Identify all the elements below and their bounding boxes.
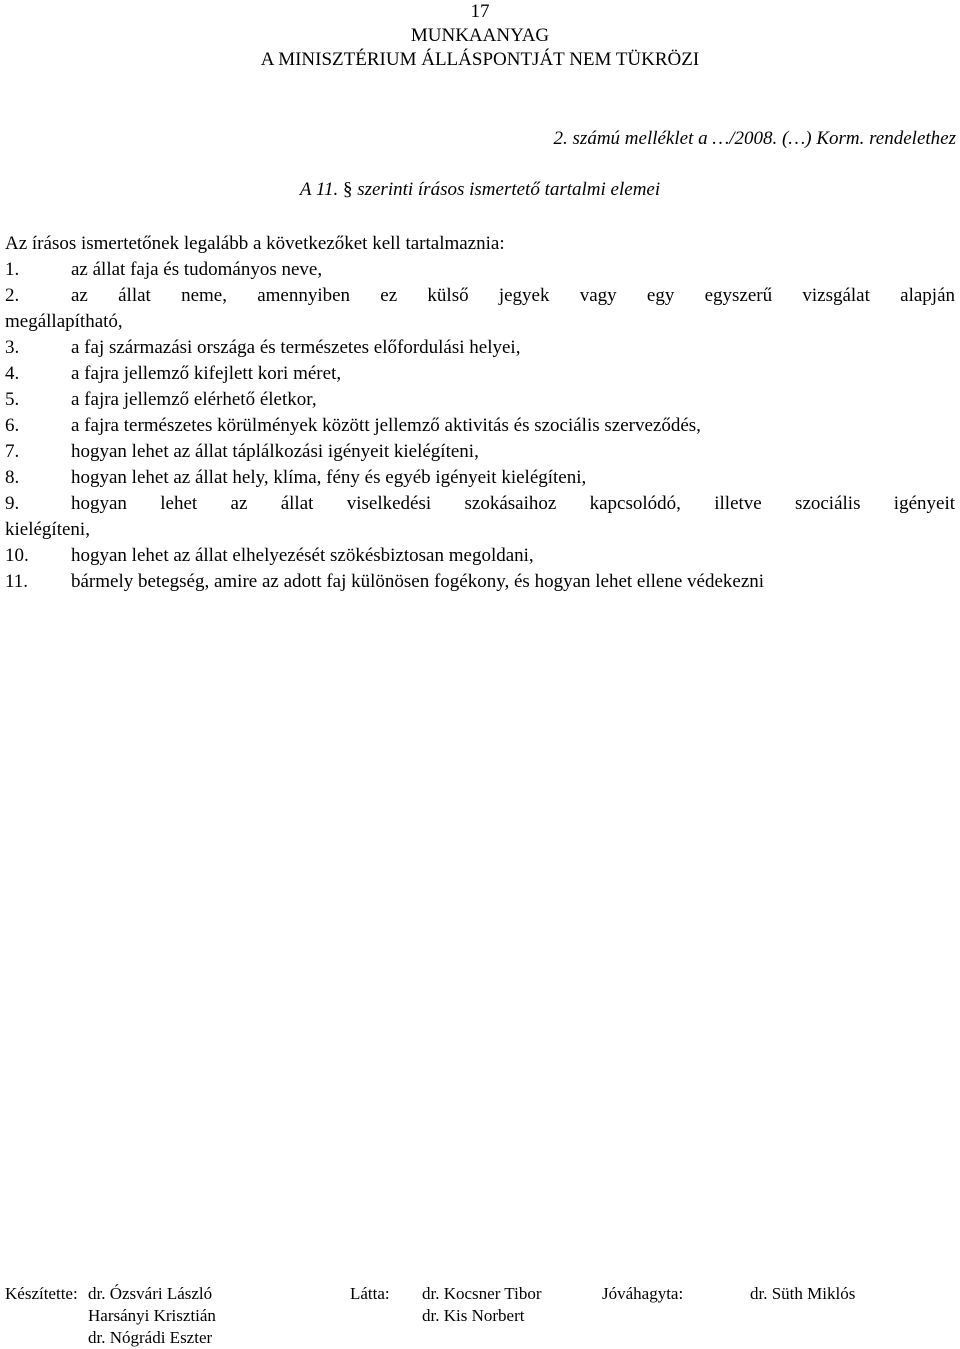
list-item	[5, 491, 955, 517]
list-item	[5, 257, 955, 283]
item-text: az állat faja és tudományos neve,	[71, 259, 323, 280]
footer-row	[5, 1327, 955, 1349]
item-number: 10.	[5, 545, 29, 566]
list-item	[5, 465, 955, 491]
heading-rest: szerinti írásos ismertető tartalmi elemei	[352, 179, 661, 200]
item-text: a fajra jellemző kifejlett kori méret,	[71, 363, 342, 384]
item-number: 9.	[5, 493, 20, 514]
requirements-list	[5, 257, 955, 595]
item-number: 7.	[5, 441, 20, 462]
item-number: 1.	[5, 259, 20, 280]
list-item	[5, 387, 955, 413]
list-item	[5, 335, 955, 361]
item-text: a fajra jellemző elérhető életkor,	[71, 389, 317, 410]
item-text: a fajra természetes körülmények között jellemző aktivitás és szociális szerveződés,	[71, 415, 701, 436]
prepared-name: Harsányi Krisztián	[88, 1306, 216, 1325]
signature-footer	[5, 1283, 955, 1349]
list-item	[5, 413, 955, 439]
prepared-name: dr. Nógrádi Eszter	[88, 1328, 213, 1347]
list-item	[5, 543, 955, 569]
annex-reference: 2. számú melléklet a …/2008. (…) Korm. rendelethez	[553, 128, 956, 149]
item-text: az állat neme, amennyiben ez külső jegyek vagy egy egyszerű vizsgálat alapján	[71, 285, 955, 306]
item-number: 8.	[5, 467, 20, 488]
item-number: 3.	[5, 337, 20, 358]
item-text: hogyan lehet az állat elhelyezését szökésbiztosan megoldani,	[71, 545, 534, 566]
disclaimer-label: A MINISZTÉRIUM ÁLLÁSPONTJÁT NEM TÜKRÖZI	[260, 49, 700, 70]
item-text: a faj származási országa és természetes előfordulási helyei,	[71, 337, 521, 358]
seen-label: Látta:	[350, 1284, 390, 1303]
list-item	[5, 361, 955, 387]
prepared-label: Készítette:	[5, 1284, 78, 1303]
draft-label: MUNKAANYAG	[410, 25, 550, 46]
footer-row	[5, 1305, 955, 1327]
prepared-name: dr. Ózsvári László	[88, 1284, 213, 1303]
item-number: 4.	[5, 363, 20, 384]
item-text: hogyan lehet az állat táplálkozási igényeit kielégíteni,	[71, 441, 479, 462]
item-text: hogyan lehet az állat hely, klíma, fény és egyéb igényeit kielégíteni,	[71, 467, 587, 488]
seen-name: dr. Kis Norbert	[422, 1306, 525, 1325]
seen-name: dr. Kocsner Tibor	[422, 1284, 542, 1303]
list-item	[5, 283, 955, 309]
item-number: 2.	[5, 285, 20, 306]
item-number: 6.	[5, 415, 20, 436]
item-text: hogyan lehet az állat viselkedési szokásaihoz kapcsolódó, illetve szociális igényeit	[71, 493, 955, 514]
list-item	[5, 569, 955, 595]
section-heading	[0, 177, 960, 203]
approved-name: dr. Süth Miklós	[750, 1284, 856, 1303]
item-text: bármely betegség, amire az adott faj különösen fogékony, és hogyan lehet ellene védekezni	[71, 571, 765, 592]
footer-row	[5, 1283, 955, 1305]
page-number: 17	[470, 1, 490, 22]
page-header	[0, 0, 960, 72]
item-continuation: megállapítható,	[5, 311, 123, 332]
intro-text: Az írásos ismertetőnek legalább a következőket kell tartalmaznia:	[5, 233, 505, 254]
heading-prefix: A 11.	[299, 179, 343, 200]
item-number: 11.	[5, 571, 29, 592]
list-item	[5, 439, 955, 465]
approved-label: Jóváhagyta:	[602, 1284, 684, 1303]
section-sign: §	[342, 179, 353, 200]
item-continuation: kielégíteni,	[5, 519, 90, 540]
item-number: 5.	[5, 389, 20, 410]
